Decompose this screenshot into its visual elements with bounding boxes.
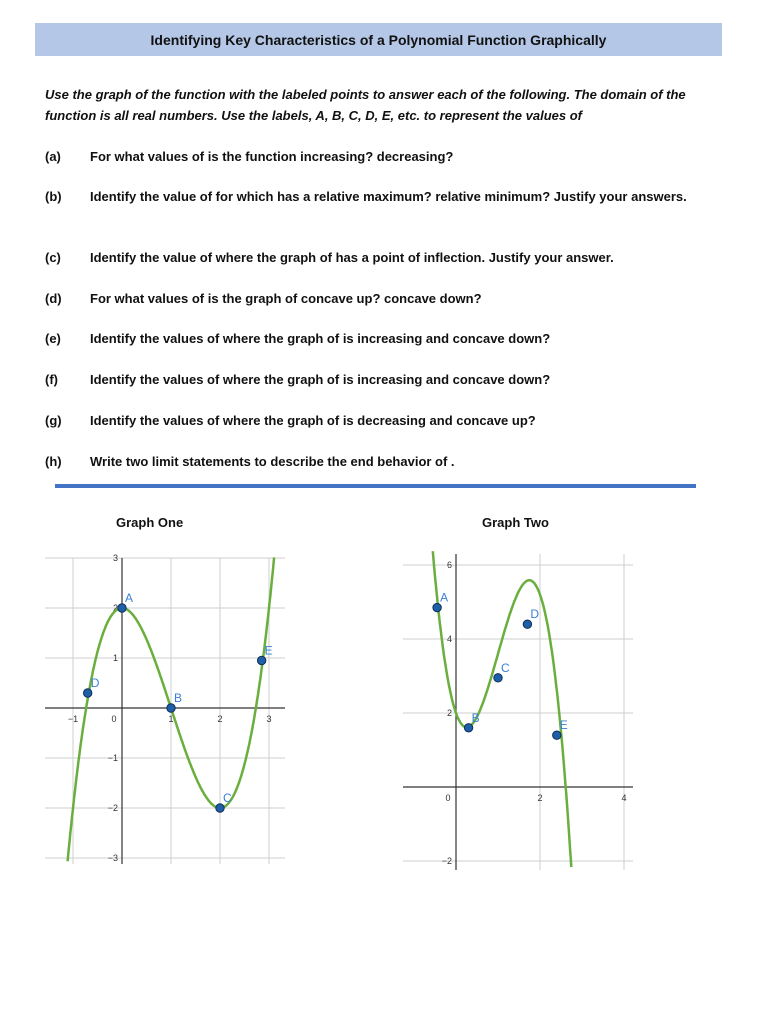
point-label-e: E bbox=[559, 718, 568, 733]
graph-two-curve bbox=[433, 551, 572, 867]
graph-one-grid bbox=[45, 558, 285, 864]
y-tick-label: 2 bbox=[112, 603, 118, 613]
point-label-c: C bbox=[501, 660, 510, 675]
question-label: (e) bbox=[45, 331, 61, 346]
point-label-e: E bbox=[264, 643, 273, 658]
graph-one bbox=[40, 550, 290, 872]
point-label-b: B bbox=[174, 691, 183, 705]
page-title: Identifying Key Characteristics of a Polynomial Function Graphically bbox=[150, 31, 607, 48]
question-text: Identify the values of where the graph of is increasing and concave down? bbox=[90, 331, 551, 346]
y-tick-label: −2 bbox=[441, 856, 452, 866]
point-label-c: C bbox=[223, 791, 232, 805]
page-title-bar bbox=[35, 23, 722, 56]
y-tick-label: 6 bbox=[446, 560, 452, 570]
y-tick-label: −2 bbox=[107, 803, 118, 813]
point-label-d: D bbox=[530, 607, 540, 622]
point-b bbox=[167, 704, 175, 712]
y-tick-label: 2 bbox=[446, 708, 452, 718]
question-label: (c) bbox=[45, 250, 61, 265]
y-tick-label: −3 bbox=[107, 853, 118, 863]
graph-two-title: Graph Two bbox=[482, 515, 549, 530]
question-label: (f) bbox=[45, 372, 58, 387]
question-label: (b) bbox=[45, 189, 62, 204]
graph-two-points bbox=[433, 591, 568, 740]
question-text: Identify the value of for which has a relative maximum? relative minimum? Justify your answers. bbox=[90, 189, 687, 204]
question-text: Identify the value of where the graph of has a point of inflection. Justify your answer. bbox=[90, 250, 614, 265]
point-b bbox=[464, 724, 472, 732]
x-tick-label: 0 bbox=[111, 714, 117, 724]
y-tick-label: 3 bbox=[112, 553, 118, 563]
question-label: (a) bbox=[45, 149, 61, 164]
x-tick-label: 0 bbox=[445, 793, 451, 803]
point-label-d: D bbox=[90, 676, 100, 690]
x-tick-label: 2 bbox=[537, 793, 543, 803]
point-label-a: A bbox=[440, 590, 449, 605]
graph-one-points bbox=[84, 591, 273, 812]
x-tick-label: −1 bbox=[67, 714, 79, 724]
y-tick-label: −1 bbox=[107, 753, 118, 763]
instructions-text: Use the graph of the function with the labeled points to answer each of the following. The domain of the function is all real numbers. Use the labels, A, B, C, D, E, etc. to represent the values of bbox=[45, 87, 686, 123]
point-a bbox=[433, 603, 441, 611]
x-tick-label: 4 bbox=[621, 793, 627, 803]
point-a bbox=[118, 604, 126, 612]
question-label: (h) bbox=[45, 454, 62, 469]
question-text: For what values of is the graph of concave up? concave down? bbox=[90, 291, 482, 306]
question-label: (g) bbox=[45, 413, 62, 428]
question-text: For what values of is the function increasing? decreasing? bbox=[90, 149, 454, 164]
point-e bbox=[257, 656, 265, 664]
x-tick-label: 1 bbox=[168, 714, 174, 724]
question-text: Write two limit statements to describe the end behavior of . bbox=[90, 454, 455, 469]
graph-one-title: Graph One bbox=[116, 515, 184, 530]
graph-two bbox=[398, 550, 648, 872]
y-tick-label: 1 bbox=[112, 653, 118, 663]
graph-one-axes bbox=[45, 558, 285, 864]
point-c bbox=[216, 804, 224, 812]
x-tick-label: 2 bbox=[217, 714, 223, 724]
section-divider bbox=[55, 484, 696, 488]
point-c bbox=[494, 674, 502, 682]
point-label-b: B bbox=[471, 710, 480, 725]
point-d bbox=[84, 689, 92, 697]
question-label: (d) bbox=[45, 291, 62, 306]
point-d bbox=[523, 620, 531, 628]
point-e bbox=[553, 731, 561, 739]
x-tick-label: 3 bbox=[266, 714, 272, 724]
question-text: Identify the values of where the graph of is increasing and concave down? bbox=[90, 372, 551, 387]
question-text: Identify the values of where the graph of is decreasing and concave up? bbox=[90, 413, 536, 428]
y-tick-label: 4 bbox=[446, 634, 452, 644]
point-label-a: A bbox=[125, 591, 134, 605]
